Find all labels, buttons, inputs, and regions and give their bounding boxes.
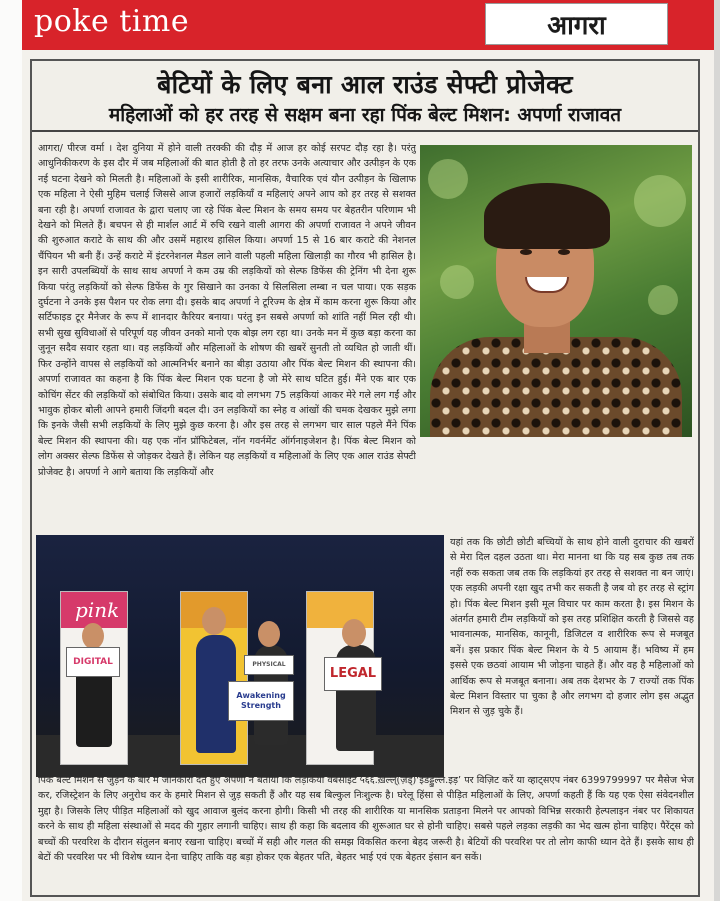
event-photo: [36, 535, 444, 777]
bokeh-light: [440, 265, 474, 299]
eye-right: [558, 249, 570, 255]
article-body-bottom: पिंक बेल्ट मिशन से जुड़ने के बारे में जानकारी देते हुए अपर्णा ने बताया कि लड़कियाँ वेबसाइट ५६६.ख़ल्ल्(ज़ैड्)‘इंडड्डुल्ल.इड़’ पर विज़िट करें या व्हाट्सएप नंबर 6399799997 पर मैसेज भेज कर, रजिस्ट्रेशन के लिए अनुरोध कर के हमारे मिशन से जुड़ सकती हैं और यह सब बिल्कुल निःशुल्क है। घरेलू हिंसा से पीड़ित महिलाओं के लिए, अपर्णा कहती हैं कि यह एक ऐसा संवेदनशील मुद्दा है। जिसके लिए पीड़ित महिलाओं को खुद आवाज बुलंद करना होगी। किसी भी तरह की शारीरिक या मानसिक प्रताड़ना मिलने पर आपको विभिन्न सरकारी हेल्पलाइन नंबर पर शिकायत करने के साथ ही महिला संस्थाओं से मदद की गुहार लगानी चाहिए। साथ ही कहा कि बदलाव की शुरूआत घर से होनी चाहिए। सबसे पहले लड़का लड़की का भेद खत्म होना चाहिए। पैरेंट्स को बच्चों की परवरिश के दौरान संतुलन बनाए रखना चाहिए। बच्चों में सही और गलत की समझ विकसित करना बेहद जरूरी है। बेटियों की परवरिश पर तो लोग काफी ध्यान देते हैं। इसके साथ ही बेटों की परवरिश पर भी विशेष ध्यान देना चाहिए ताकि वह बड़ा होकर एक बेहतर पति, बेहतर भाई एवं एक बेहतर इंसान बन सकें।: [38, 775, 694, 864]
brand-name: poke time: [34, 4, 190, 39]
person-left-head: [82, 623, 104, 649]
eye-left: [520, 249, 532, 255]
article-box: [30, 59, 700, 897]
portrait-photo: [420, 145, 692, 437]
banner-logo-text: pink: [75, 598, 120, 622]
card-physical: PHYSICAL: [244, 655, 294, 675]
article-body-top: आगरा/ पीरज वर्मा । देश दुनिया में होने वाली तरक्की की दौड़ में आज हर कोई सरपट दौड़ रहा है। परंतु आधुनिकीकरण के इस दौर में जब महिलाओं की बात होती है तो हर तरफ उनके अत्याचार और उत्पीड़न के एक नई घटना देखने को मिलती है। महिलाओं के इसी शारीरिक, मानसिक, वैचारिक एवं यौन उत्पीड़न के खिलाफ एक महिला ने ऐसी मुहिम चलाई जिससे आज हजारों लड़कियाँ व महिलाएं अपने आप को हर तरह से सशक्त बना रही है। अपर्णा राजावत के द्वारा चलाए जा रहे पिंक बेल्ट मिशन के समय समय पर बेहतरीन परिणाम भी देखने को मिलते हैं। बचपन से ही मार्शल आर्ट में रुचि रखने वाली आगरा की अपर्णा राजावत ने अपने जीवन की शुरुआत कराटे के साथ की और उसमें महारथ हासिल किया। अपर्णा 15 से 16 बार कराटे की नेशनल चैंपियन भी बनी हैं। उन्हें कराटे में इंटरनेशनल मैडल लाने वाली पहली महिला खिलाड़ी का गौरव भी हासिल है। इन सारी उपलब्धियों के साथ साथ अपर्णा ने कम उम्र की लड़कियों को सेल्फ डिफेंस की ट्रेनिंग भी देना शुरू किया परंतु लड़कियों को सेल्फ डिफेंस के गुर सिखाने का उनका ये सिलसिला लम्बा न चल पाया। एक सड़क दुर्घटना ने उनके इस पैशन पर रोक लगा दी। इसके बाद अपर्णा ने टूरिज्म के क्षेत्र में काम करना शुरू किया और सर्टिफाइड टूर मैनेजर के रूप में शानदार कैरियर बनाया। परंतु इन सबसे अपर्णा को शांति नहीं मिल रही थी। सभी सुख सुविधाओं से परिपूर्ण यह जीवन उनको मानो एक बोझ लग रहा था। उनके मन में कुछ बड़ा करना का जुनून सदैव सवार रहता था। वह लड़कियों और महिलाओं के शोषण की खबरें सुनती तो व्यथित हो जाती थीं। फिर उन्होंने वापस से लड़कियों को आत्मनिर्भर बनाने का बीड़ा उठाया और पिंक बेल्ट मिशन की स्थापना की। अपर्णा राजावत का कहना है कि पिंक बेल्ट मिशन एक घटना है जो मेरे साथ घटित हुई। मैंने एक बार एक कोचिंग सेंटर की लड़कियों को संबोधित किया। उसके बाद वो लगभग 75 लड़कियां आकर मेरे गले लग गईं और भावुक होकर बोली आपने हमारी जिंदगी बदल दी। उन लड़कियों का स्नेह व आंखों की चमक देखकर मुझे लगा कि इनके जैसी सभी लड़कियों के लिए मुझे कुछ करना है। और इस तरह से लगभग चार साल पहले मैंने पिंक बेल्ट मिशन की स्थापना की। यह एक नॉन प्रॉफिटेबल, नॉन गवर्नमेंट ऑर्गनाइजेशन है। पिंक बेल्ट मिशन को लोग अक्सर सेल्फ डिफेंस से जोड़कर देखते हैं। लेकिन यह लड़कियों व महिलाओं के लिए एक आल राउंड सेफ्टी प्रोजेक्ट है। अपर्णा ने आगे बताया कि लड़कियों और: [38, 143, 416, 478]
hair: [484, 183, 610, 249]
bokeh-light: [648, 285, 678, 315]
right-margin-strip: [714, 0, 720, 901]
article-subheadline: महिलाओं को हर तरह से सक्षम बना रहा पिंक बेल्ट मिशन: अपर्णा राजावत: [108, 104, 622, 126]
newspaper-page: [22, 0, 714, 901]
left-margin-strip: [0, 0, 23, 901]
headline-divider: [32, 130, 698, 132]
article-headline: बेटियों के लिए बना आल राउंड सेफ्टी प्रोजेक्ट: [157, 70, 573, 99]
person-center-right-head: [258, 621, 280, 647]
article-body-right: यहां तक कि छोटी छोटी बच्चियों के साथ होने वाली दुराचार की खबरों से मेरा दिल दहल उठता था। मेरा मानना था कि यह सब कुछ तब तक नहीं रुक सकता जब तक कि लड़कियां हर तरह से सशक्त ना बन जाएं। एक लड़की अपनी रक्षा खुद तभी कर सकती है जब वो हर तरह से स्ट्रांग हो। पिंक बेल्ट मिशन इसी मूल विचार पर काम करता है। इस मिशन के अंतर्गत हमारी टीम लड़कियों को इस तरह प्रशिक्षित करती है जिससे वह भावनात्मक, मानसिक, कानूनी, डिजिटल व शारीरिक रूप से मजबूत बनें। इस प्रकार पिंक बेल्ट मिशन के ये 5 आयाम हैं। भविष्य में हम इससे एक छठवां आयाम भी जोड़ना चाहते हैं। और वह है महिलाओं को आर्थिक रूप से मजबूत बनाना। अब तक देशभर के 7 राज्यों तक पिंक बेल्ट मिशन विस्तार पा चुका है और लगभग दो हजार लोग इस अद्भुत मिशन से जुड़ चुके हैं।: [450, 537, 694, 718]
card-awakening-strength: Awakening Strength: [228, 681, 294, 721]
card-digital: DIGITAL: [66, 647, 120, 677]
person-right-head: [342, 619, 366, 647]
card-legal: LEGAL: [324, 657, 382, 691]
person-center-head: [202, 607, 226, 635]
masthead-bar: [22, 0, 714, 50]
banner-top-strip: [307, 592, 373, 628]
city-label: आगरा: [485, 3, 668, 45]
bokeh-light: [428, 159, 468, 199]
bokeh-light: [634, 175, 686, 227]
